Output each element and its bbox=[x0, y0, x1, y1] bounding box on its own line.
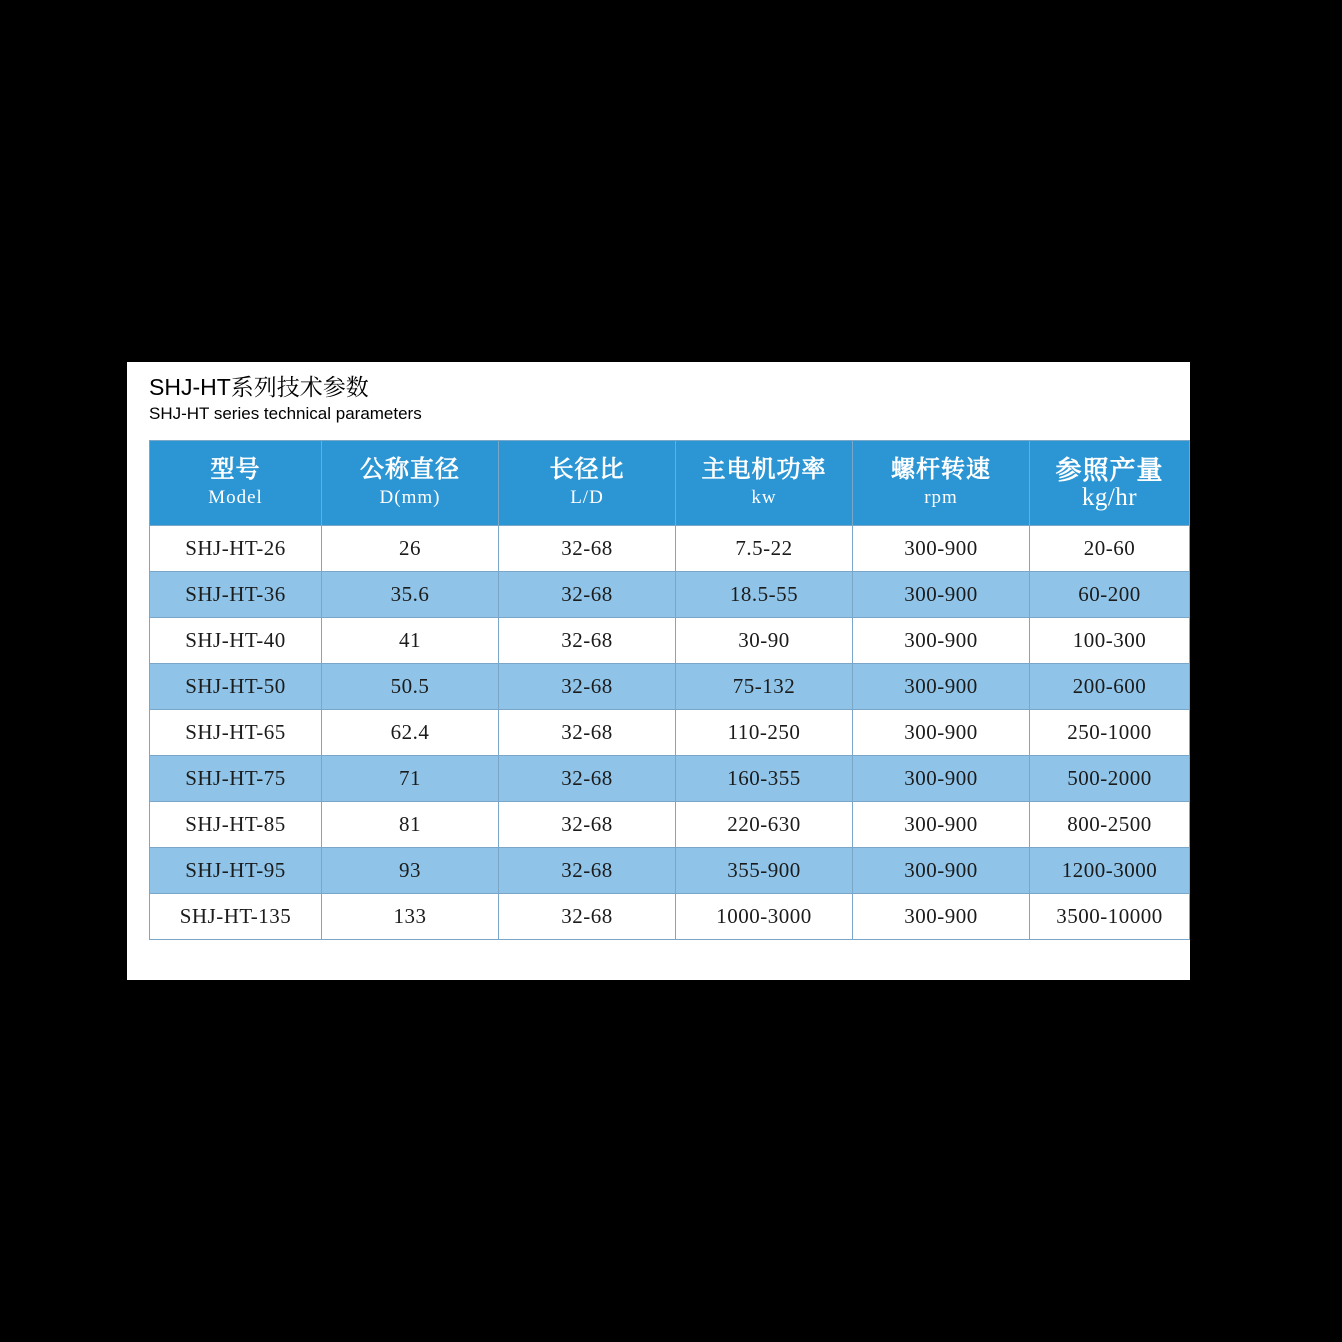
cell-diameter: 41 bbox=[322, 618, 499, 664]
cell-model: SHJ-HT-65 bbox=[150, 710, 322, 756]
cell-ld-ratio: 32-68 bbox=[499, 572, 676, 618]
cell-ld-ratio: 32-68 bbox=[499, 894, 676, 940]
page-title-en: SHJ-HT series technical parameters bbox=[149, 404, 422, 423]
cell-diameter: 93 bbox=[322, 848, 499, 894]
cell-diameter: 81 bbox=[322, 802, 499, 848]
cell-output: 800-2500 bbox=[1030, 802, 1190, 848]
cell-output: 3500-10000 bbox=[1030, 894, 1190, 940]
cell-ld-ratio: 32-68 bbox=[499, 664, 676, 710]
column-header-output-en: kg/hr bbox=[1081, 484, 1138, 511]
column-header-motor-power-cn: 主电机功率 bbox=[701, 456, 827, 483]
cell-output: 100-300 bbox=[1030, 618, 1190, 664]
cell-output: 500-2000 bbox=[1030, 756, 1190, 802]
cell-screw-speed: 300-900 bbox=[853, 756, 1030, 802]
cell-model: SHJ-HT-95 bbox=[150, 848, 322, 894]
table-row bbox=[150, 710, 1190, 756]
cell-model: SHJ-HT-50 bbox=[150, 664, 322, 710]
cell-motor-power: 18.5-55 bbox=[676, 572, 853, 618]
column-header-ld-ratio bbox=[499, 441, 676, 526]
table-row bbox=[150, 664, 1190, 710]
cell-screw-speed: 300-900 bbox=[853, 618, 1030, 664]
table-row bbox=[150, 618, 1190, 664]
cell-diameter: 71 bbox=[322, 756, 499, 802]
cell-screw-speed: 300-900 bbox=[853, 572, 1030, 618]
cell-motor-power: 355-900 bbox=[676, 848, 853, 894]
table-row bbox=[150, 894, 1190, 940]
column-header-output bbox=[1030, 441, 1190, 526]
column-header-model bbox=[150, 441, 322, 526]
column-header-diameter-cn: 公称直径 bbox=[360, 456, 460, 483]
column-header-screw-speed-en: rpm bbox=[924, 487, 958, 508]
cell-output: 1200-3000 bbox=[1030, 848, 1190, 894]
cell-motor-power: 1000-3000 bbox=[676, 894, 853, 940]
table-row bbox=[150, 526, 1190, 572]
cell-diameter: 133 bbox=[322, 894, 499, 940]
cell-ld-ratio: 32-68 bbox=[499, 710, 676, 756]
column-header-diameter bbox=[322, 441, 499, 526]
cell-output: 60-200 bbox=[1030, 572, 1190, 618]
table-header bbox=[150, 441, 1190, 526]
cell-model: SHJ-HT-75 bbox=[150, 756, 322, 802]
cell-model: SHJ-HT-40 bbox=[150, 618, 322, 664]
cell-ld-ratio: 32-68 bbox=[499, 756, 676, 802]
cell-motor-power: 220-630 bbox=[676, 802, 853, 848]
cell-diameter: 62.4 bbox=[322, 710, 499, 756]
column-header-ld-ratio-cn: 长径比 bbox=[549, 456, 625, 483]
table-body bbox=[150, 526, 1190, 940]
cell-ld-ratio: 32-68 bbox=[499, 802, 676, 848]
table-row bbox=[150, 572, 1190, 618]
title-block bbox=[127, 362, 1190, 426]
table-row bbox=[150, 756, 1190, 802]
technical-parameters-table bbox=[149, 440, 1190, 940]
cell-diameter: 50.5 bbox=[322, 664, 499, 710]
cell-model: SHJ-HT-135 bbox=[150, 894, 322, 940]
column-header-screw-speed bbox=[853, 441, 1030, 526]
cell-output: 20-60 bbox=[1030, 526, 1190, 572]
cell-motor-power: 75-132 bbox=[676, 664, 853, 710]
column-header-screw-speed-cn: 螺杆转速 bbox=[891, 456, 991, 483]
column-header-output-cn: 参照产量 bbox=[1055, 455, 1164, 485]
cell-model: SHJ-HT-85 bbox=[150, 802, 322, 848]
column-header-model-cn: 型号 bbox=[210, 456, 261, 483]
cell-motor-power: 30-90 bbox=[676, 618, 853, 664]
cell-motor-power: 160-355 bbox=[676, 756, 853, 802]
cell-model: SHJ-HT-36 bbox=[150, 572, 322, 618]
cell-ld-ratio: 32-68 bbox=[499, 618, 676, 664]
cell-screw-speed: 300-900 bbox=[853, 526, 1030, 572]
cell-screw-speed: 300-900 bbox=[853, 802, 1030, 848]
cell-screw-speed: 300-900 bbox=[853, 848, 1030, 894]
column-header-motor-power bbox=[676, 441, 853, 526]
spec-sheet-page bbox=[127, 362, 1190, 980]
cell-output: 250-1000 bbox=[1030, 710, 1190, 756]
column-header-motor-power-en: kw bbox=[751, 487, 777, 508]
cell-motor-power: 7.5-22 bbox=[676, 526, 853, 572]
cell-screw-speed: 300-900 bbox=[853, 664, 1030, 710]
cell-diameter: 35.6 bbox=[322, 572, 499, 618]
cell-motor-power: 110-250 bbox=[676, 710, 853, 756]
cell-output: 200-600 bbox=[1030, 664, 1190, 710]
column-header-diameter-en: D(mm) bbox=[379, 487, 441, 508]
table-row bbox=[150, 848, 1190, 894]
table-header-row bbox=[150, 441, 1190, 526]
cell-diameter: 26 bbox=[322, 526, 499, 572]
column-header-ld-ratio-en: L/D bbox=[570, 487, 604, 508]
cell-ld-ratio: 32-68 bbox=[499, 848, 676, 894]
cell-model: SHJ-HT-26 bbox=[150, 526, 322, 572]
cell-ld-ratio: 32-68 bbox=[499, 526, 676, 572]
cell-screw-speed: 300-900 bbox=[853, 894, 1030, 940]
cell-screw-speed: 300-900 bbox=[853, 710, 1030, 756]
page-title-cn: SHJ-HT系列技术参数 bbox=[149, 374, 369, 400]
column-header-model-en: Model bbox=[208, 487, 263, 508]
table-row bbox=[150, 802, 1190, 848]
